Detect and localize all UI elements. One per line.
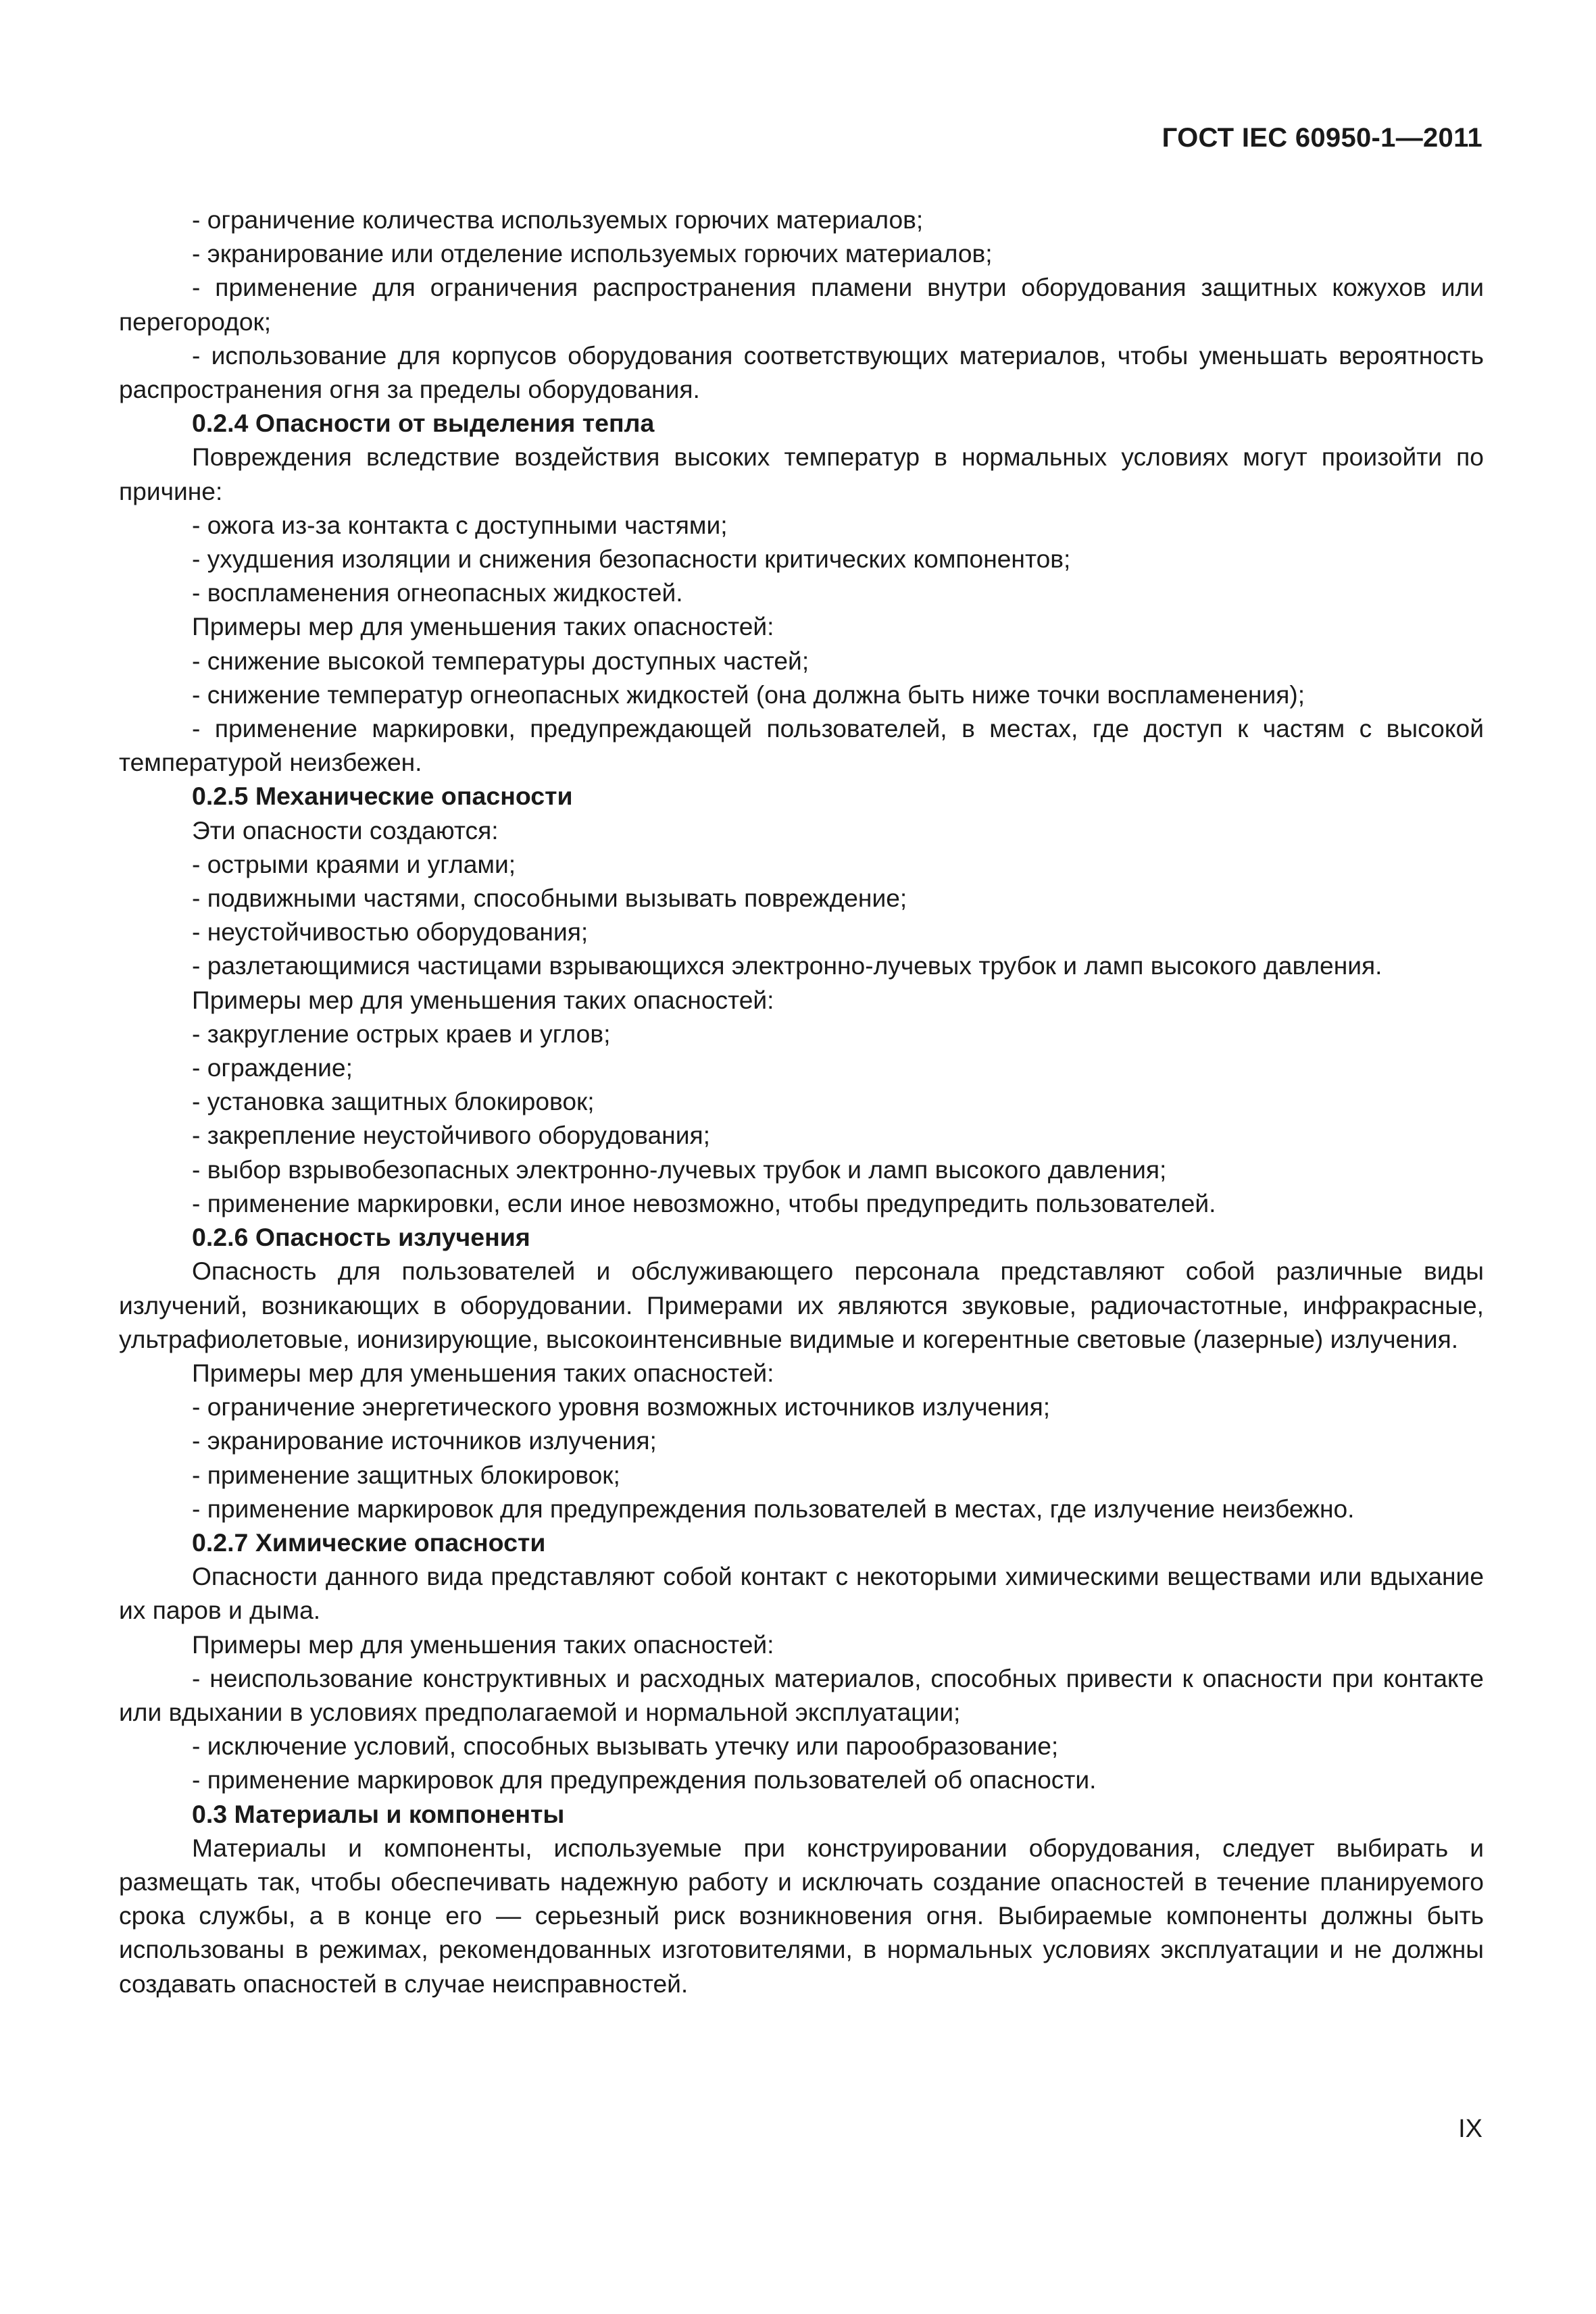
paragraph: - применение для ограничения распространения пламени внутри оборудования защитных кожухов или перегородок; [119, 273, 1484, 336]
paragraph: - применение защитных блокировок; [192, 1460, 620, 1489]
section-heading: 0.2.7 Химические опасности [192, 1528, 546, 1557]
section-heading: 0.3 Материалы и компоненты [192, 1799, 565, 1828]
paragraph: Примеры мер для уменьшения таких опасностей: [192, 985, 774, 1014]
paragraph: Примеры мер для уменьшения таких опасностей: [192, 612, 774, 641]
page-number: IX [1458, 2115, 1482, 2143]
section-heading: 0.2.6 Опасность излучения [192, 1223, 530, 1252]
paragraph: Эти опасности создаются: [192, 815, 499, 845]
paragraph: - ограничение количества используемых горючих материалов; [192, 205, 924, 234]
paragraph: - использование для корпусов оборудования соответствующих материалов, чтобы уменьшать вероятность распространения огня за пределы оборудования. [119, 341, 1484, 404]
document-header: ГОСТ IEC 60950-1—2011 [1162, 123, 1482, 153]
paragraph: - закрепление неустойчивого оборудования; [192, 1121, 710, 1150]
paragraph: - применение маркировки, предупреждающей пользователей, в местах, где доступ к частям с высокой температурой неизбежен. [119, 714, 1484, 777]
paragraph: - закругление острых краев и углов; [192, 1019, 611, 1048]
paragraph: - экранирование или отделение используемых горючих материалов; [192, 239, 993, 268]
paragraph: - экранирование источников излучения; [192, 1426, 657, 1455]
paragraph: Опасность для пользователей и обслуживающего персонала представляют собой различные виды излучений, возникающих в оборудовании. Примерами их являются звуковые, радиочастотные, инфракрасные, ультрафиолетовые, ионизирующие, высокоинтенсивные видимые и когерентные световые (лазерные) излучения. [119, 1257, 1484, 1353]
paragraph: - установка защитных блокировок; [192, 1087, 595, 1116]
document-body [119, 203, 1484, 2001]
section-heading: 0.2.5 Механические опасности [192, 782, 573, 811]
paragraph: - ухудшения изоляции и снижения безопасности критических компонентов; [192, 545, 1071, 574]
paragraph: - подвижными частями, способными вызывать повреждение; [192, 884, 907, 913]
section-heading: 0.2.4 Опасности от выделения тепла [192, 409, 655, 438]
paragraph: - применение маркировки, если иное невозможно, чтобы предупредить пользователей. [192, 1188, 1216, 1217]
paragraph: - выбор взрывобезопасных электронно-лучевых трубок и ламп высокого давления; [192, 1155, 1167, 1184]
paragraph: - острыми краями и углами; [192, 849, 516, 878]
paragraph: Примеры мер для уменьшения таких опасностей: [192, 1630, 774, 1659]
paragraph: Материалы и компоненты, используемые при конструировании оборудования, следует выбирать и размещать так, чтобы обеспечивать надежную работу и исключать создание опасностей в течение планируемого срока службы, а в конце его — серьезный риск возникновения огня. Выбираемые компоненты должны быть использованы в режимах, рекомендованных изготовителями, в нормальных условиях эксплуатации и не должны создавать опасностей в случае неисправностей. [119, 1833, 1484, 1998]
paragraph: - ограничение энергетического уровня возможных источников излучения; [192, 1392, 1051, 1422]
paragraph: - снижение высокой температуры доступных частей; [192, 646, 809, 675]
paragraph: Примеры мер для уменьшения таких опасностей: [192, 1358, 774, 1387]
paragraph: - применение маркировок для предупреждения пользователей в местах, где излучение неизбежно. [192, 1494, 1355, 1523]
paragraph: - воспламенения огнеопасных жидкостей. [192, 578, 683, 607]
paragraph: - применение маркировок для предупреждения пользователей об опасности. [192, 1765, 1097, 1794]
paragraph: - неустойчивостью оборудования; [192, 917, 589, 947]
paragraph: - ограждение; [192, 1053, 353, 1082]
paragraph: - снижение температур огнеопасных жидкостей (она должна быть ниже точки воспламенения); [192, 680, 1305, 709]
paragraph: - неиспользование конструктивных и расходных материалов, способных привести к опасности при контакте или вдыхании в условиях предполагаемой и нормальной эксплуатации; [119, 1663, 1484, 1726]
paragraph: Повреждения вследствие воздействия высоких температур в нормальных условиях могут произойти по причине: [119, 443, 1484, 505]
paragraph: Опасности данного вида представляют собой контакт с некоторыми химическими веществами или вдыхание их паров и дыма. [119, 1562, 1484, 1625]
paragraph: - исключение условий, способных вызывать утечку или парообразование; [192, 1732, 1059, 1761]
paragraph: - ожога из-за контакта с доступными частями; [192, 510, 728, 539]
paragraph: - разлетающимися частицами взрывающихся электронно-лучевых трубок и ламп высокого давления. [192, 951, 1382, 980]
